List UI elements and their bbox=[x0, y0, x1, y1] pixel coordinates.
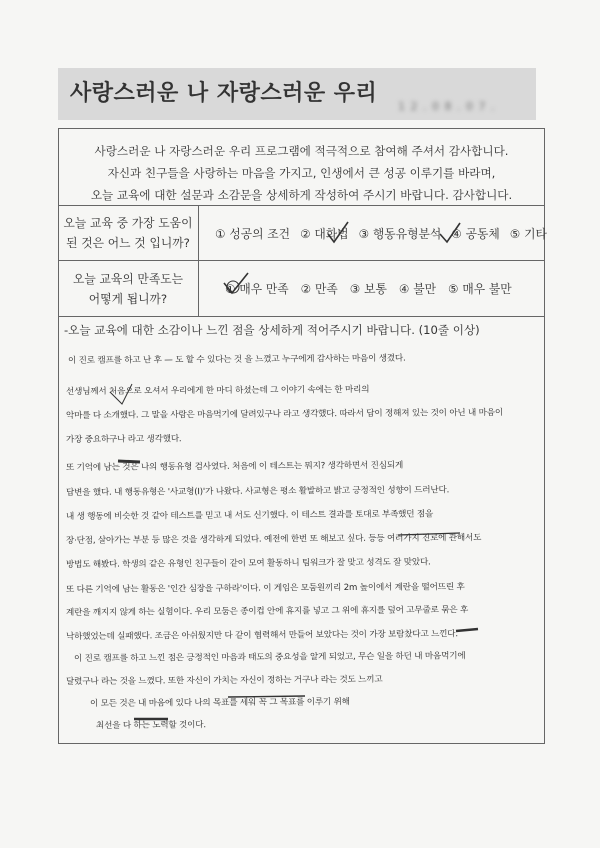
option-success-conditions[interactable]: ① 성공의 조건 bbox=[215, 226, 291, 241]
handwritten-line: 선생님께서 처음으로 오셔서 우리에게 한 마디 하셨는데 그 이야기 속에는 한 마리의 bbox=[65, 384, 370, 397]
handwritten-line: 가장 중요하구나 라고 생각했다. bbox=[65, 434, 182, 445]
handwritten-line: 또 기억에 남는 것은 나의 행동유형 검사였다. 처음에 이 테스트는 뭐지? 생각하면서 진심되게 bbox=[65, 460, 404, 473]
question-row-satisfaction bbox=[58, 261, 545, 317]
handwritten-line: 내 생 행동에 비슷한 것 같아 테스트를 믿고 내 서도 신기했다. 이 테스트 결과를 토대로 부족했던 점을 bbox=[65, 509, 434, 522]
handwritten-line: 장·단점, 살아가는 부분 등 많은 것을 생각하게 되었다. 예전에 한번 또 해보고 싶다. 등등 여러가지 진로에 관해서도 bbox=[65, 533, 482, 546]
essay-prompt: -오늘 교육에 대한 소감이나 느낀 점을 상세하게 적어주시기 바랍니다. (10줄 이상) bbox=[64, 323, 480, 337]
option-neutral[interactable]: ③ 보통 bbox=[349, 282, 387, 296]
question-row-helpful bbox=[58, 206, 545, 261]
handwritten-line: 답변을 했다. 내 행동유형은 '사교형(I)'가 나왔다. 사교형은 평소 활발하고 밝고 긍정적인 성향이 드러난다. bbox=[65, 485, 450, 498]
handwritten-line: 또 다른 기억에 남는 활동은 '인간 심장을 구하라'이다. 이 게임은 모둠원끼리 2m 높이에서 계란을 떨어뜨린 후 bbox=[65, 582, 465, 595]
option-community[interactable]: ④ 공동체 bbox=[451, 226, 500, 241]
page-title: 사랑스러운 나 자랑스러운 우리 bbox=[70, 81, 378, 106]
option-very-dissatisfied[interactable]: ⑤ 매우 불만 bbox=[448, 282, 512, 296]
option-conversation[interactable]: ② 대화법 bbox=[300, 226, 349, 241]
question-label bbox=[58, 261, 199, 316]
handwritten-line: 이 진로 캠프를 하고 느낀 점은 긍정적인 마음과 태도의 중요성을 알게 되었고, 무슨 일을 하던 내 마음먹기에 bbox=[73, 651, 466, 664]
intro-line: 사랑스러운 나 자랑스러운 우리 프로그램에 적극적으로 참여해 주셔서 감사합니다. bbox=[94, 144, 509, 158]
question-line: 오늘 교육 중 가장 도움이 bbox=[63, 216, 193, 230]
option-other[interactable]: ⑤ 기타 bbox=[509, 226, 547, 241]
handwritten-line: 방법도 해봤다. 학생의 같은 유형인 친구들이 같이 모여 활동하니 팀워크가 잘 맞고 성격도 잘 맞았다. bbox=[65, 557, 431, 570]
intro-line: 자신과 친구들을 사랑하는 마음을 가지고, 인생에서 큰 성공 이루기를 바라며, bbox=[107, 166, 496, 180]
handwritten-line: 낙하했었는데 실패했다. 조금은 아쉬웠지만 다 같이 협력해서 만들어 보았다는 것이 가장 보람찼다고 느낀다. bbox=[65, 629, 458, 642]
option-behavior-analysis[interactable]: ③ 행동유형분석 bbox=[358, 226, 442, 241]
handwritten-line: 최선을 다 하는 노력할 것이다. bbox=[95, 720, 206, 731]
intro-line: 오늘 교육에 대한 설문과 소감문을 상세하게 작성하여 주시기 바랍니다. 감사합니다. bbox=[90, 188, 513, 202]
handwritten-line: 달렸구나 라는 것을 느꼈다. 또한 자신이 가치는 자신이 정하는 거구나 라는 것도 느끼고 bbox=[65, 674, 383, 687]
question-label bbox=[58, 206, 199, 260]
question-line: 오늘 교육의 만족도는 bbox=[72, 271, 184, 286]
option-very-satisfied[interactable]: ① 매우 만족 bbox=[225, 282, 289, 296]
intro-text bbox=[58, 128, 545, 206]
option-dissatisfied[interactable]: ④ 불만 bbox=[398, 282, 437, 296]
handwritten-line: 이 모든 것은 내 마음에 있다 나의 목표를 세워 꼭 그 목표를 이루기 위해 bbox=[89, 697, 350, 709]
handwritten-line: 계란을 깨지지 않게 하는 실험이다. 우리 모둠은 종이컵 안에 휴지를 넣고 그 위에 휴지를 덮어 고무줄로 묶은 후 bbox=[65, 605, 469, 618]
option-satisfied[interactable]: ② 만족 bbox=[300, 282, 338, 296]
blurred-identifier: 1 2 . 0 8 . 0 7 . bbox=[398, 100, 496, 113]
question-line: 어떻게 됩니까? bbox=[88, 291, 168, 306]
options-group bbox=[199, 261, 545, 316]
handwritten-line: 악마를 다 소개했다. 그 말을 사람은 마음먹기에 달려있구나 라고 생각했다. 따라서 답이 정해져 있는 것이 아닌 내 마음이 bbox=[65, 407, 504, 421]
handwritten-line: 이 진로 캠프를 하고 난 후 — 도 할 수 있다는 것 을 느꼈고 누구에게 감사하는 마음이 생겼다. bbox=[67, 353, 406, 366]
options-group bbox=[199, 206, 545, 260]
question-line: 된 것은 어느 것 입니까? bbox=[66, 236, 190, 250]
